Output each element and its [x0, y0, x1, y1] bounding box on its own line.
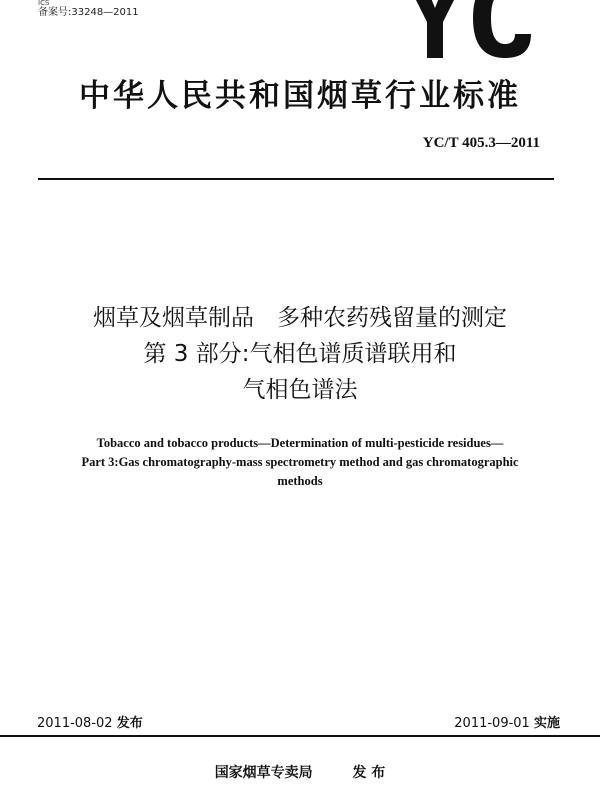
implementation-date	[454, 712, 560, 731]
english-title-line-2: Part 3:Gas chromatography-mass spectrometry method and gas chromatographic	[81, 455, 519, 469]
implementation-date-value: 2011-09-01	[454, 716, 530, 731]
chinese-title-line-2: 第 3 部分:气相色谱质谱联用和	[143, 341, 457, 367]
header-meta	[38, 0, 139, 19]
header-divider	[38, 178, 554, 180]
implementation-label: 实施	[533, 716, 560, 731]
publisher-name: 国家烟草专卖局	[214, 765, 313, 781]
yc-logo-mark	[405, 0, 535, 58]
chinese-title	[0, 300, 600, 408]
chinese-title-line-1: 烟草及烟草制品 多种农药残留量的测定	[93, 305, 507, 331]
english-title-line-1: Tobacco and tobacco products—Determination of multi-pesticide residues—	[96, 436, 504, 450]
yc-logo	[405, 0, 535, 58]
english-title-line-3: methods	[277, 474, 323, 488]
record-number: 备案号:33248—2011	[38, 7, 139, 18]
issue-label: 发布	[116, 716, 143, 731]
english-title	[0, 434, 600, 491]
standard-number: YC/T 405.3—2011	[422, 135, 540, 151]
publish-label: 发 布	[352, 765, 386, 781]
footer-divider	[0, 735, 600, 737]
publisher-line	[0, 762, 600, 782]
issue-date	[37, 712, 143, 731]
standard-category-title: 中华人民共和国烟草行业标准	[79, 78, 521, 114]
ics-code: ICS	[38, 0, 50, 7]
chinese-title-line-3: 气相色谱法	[242, 377, 358, 403]
issue-date-value: 2011-08-02	[37, 716, 113, 731]
